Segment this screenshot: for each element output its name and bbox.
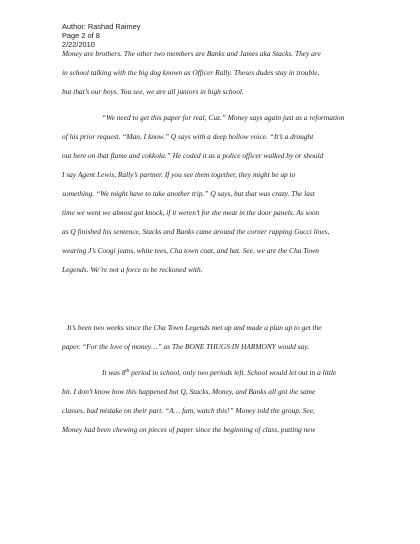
text-line: Legends. We’re not a force to be reckoned with. xyxy=(62,265,203,274)
text-line: as Q finished his sentence, Stacks and Banks came around the corner rapping Gucci lines, xyxy=(62,227,330,236)
document-header xyxy=(62,22,140,49)
text-line: Money had been chewing on pieces of paper since the beginning of class, putting new xyxy=(62,425,316,434)
text-line: in school talking with the big dog known as Officer Rally. Theses dudes stay in trouble, xyxy=(62,68,320,77)
text-line: out here on that flame and cokkola.” He coded it as a police officer walked by or should xyxy=(62,151,324,160)
text-line: classes, bad mistake on their part. “A… fam, watch this!” Money told the group. See, xyxy=(62,406,315,415)
superscript: th xyxy=(125,369,130,374)
text-line: “We need to get this paper for real, Cuz.” Money says again just as a reformation xyxy=(102,113,345,122)
text-line: but that’s our boys. You see, we are all juniors in high school. xyxy=(62,87,244,96)
text-line: wearing J’s Coogi jeans, white tees, Cha town coat, and hat. See, we are the Cha Town xyxy=(62,246,319,255)
text-line: paper. “For the love of money…” as The BONE THUGS IN HARMONY would say. xyxy=(62,342,309,351)
text-line: I say Agent Lewis, Rally’s partner. If you see them together, they might be up to xyxy=(62,170,296,179)
text-line: something. “We might have to take another trip.” Q says, but that was crazy. The last xyxy=(62,189,315,198)
page-number: Page 2 of 8 xyxy=(62,31,100,40)
text-line: of his prior request. “Man, I know.” Q says with a deep hollow voice. “It’s a drought xyxy=(62,132,314,141)
text-segment: It was 8 xyxy=(102,368,126,377)
text-line: time we went we almost got knock, if it weren’t for the meat in the door panels. As soon xyxy=(62,208,320,217)
text-segment: period in school, only two periods left. School would let out in a little xyxy=(129,368,337,377)
author-line: Author: Rashad Raimey xyxy=(62,22,141,31)
text-line: bit. I don’t know how this happened but Q, Stacks, Money, and Banks all got the same xyxy=(62,387,316,396)
text-line-period xyxy=(102,368,336,377)
text-line: It’s been two weeks since the Cha Town Legends met up and made a plan up to get the xyxy=(67,323,322,332)
document-date: 2/22/2010 xyxy=(62,40,95,49)
text-line: Money are brothers. The other two members are Banks and James aka Stacks. They are xyxy=(62,49,321,58)
